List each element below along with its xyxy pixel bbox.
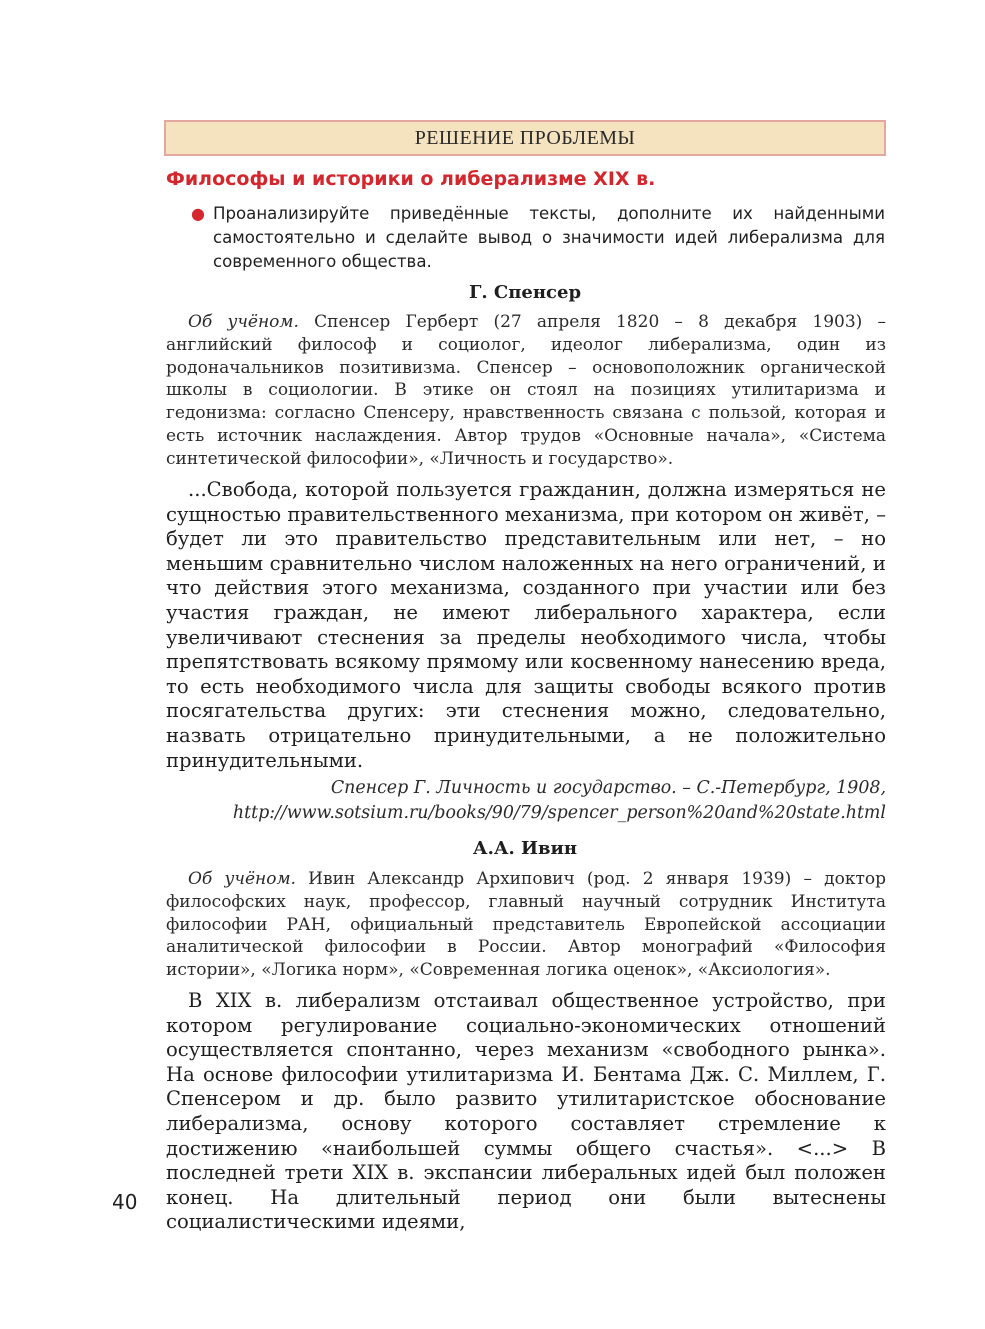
spencer-bio-text: Спенсер Герберт (27 апреля 1820 – 8 декабря 1903) – английский философ и социолог, идеолог либерализма, один из родоначальников позитивизма. Спенсер – основоположник органической школы в социологии. В этике он стоял на позициях утилитаризма и гедонизма: согласно Спенсеру, нравственность связана с пользой, которая и есть источник наслаждения. Автор трудов «Основные начала», «Система синтетической философии», «Личность и государство». [166, 312, 886, 469]
ivin-bio-label: Об учёном. [188, 869, 296, 889]
spencer-quote: ...Свобода, которой пользуется гражданин, должна измеряться не сущностью правительственного механизма, при котором он живёт, – будет ли это правительство представительным или нет, – но меньшим сравнительно числом наложенных на него ограничений, и что действия этого механизма, созданного при участии или без участия граждан, не имеют либерального характера, если увеличивают стеснения за пределы необходимого числа, чтобы препятствовать всякому прямому или косвенному нанесению вреда, то есть необходимого числа для защиты свободы всякого против посягательства других: эти стеснения можно, следовательно, назвать отрицательно принудительными, а не положительно принудительными. [166, 478, 886, 772]
bullet-icon: ● [191, 204, 205, 223]
spencer-bio [166, 311, 886, 471]
spencer-bio-label: Об учёном. [188, 312, 299, 332]
spencer-heading: Г. Спенсер [468, 282, 582, 303]
ivin-bio [166, 868, 886, 982]
task-text: Проанализируйте приведённые тексты, дополните их найденными самостоятельно и сделайте вывод о значимости идей либерализма для современного общества. [213, 204, 885, 271]
section-banner: РЕШЕНИЕ ПРОБЛЕМЫ [164, 120, 886, 156]
page-number: 40 [112, 1190, 138, 1214]
ivin-heading: А.А. Ивин [472, 838, 578, 859]
section-title: Философы и историки о либерализме XIX в. [166, 168, 656, 190]
task-instruction [191, 202, 885, 274]
ivin-quote: В XIX в. либерализм отстаивал общественное устройство, при котором регулирование социально-экономических отношений осуществляется спонтанно, через механизм «свободного рынка». На основе философии утилитаризма И. Бентама Дж. С. Миллем, Г. Спенсером и др. было развито утилитаристское обоснование либерализма, основу которого составляет стремление к достижению «наибольшей суммы общего счастья». <...> В последней трети XIX в. экспансии либеральных идей был положен конец. На длительный период они были вытеснены социалистическими идеями, [166, 989, 886, 1234]
spencer-source-url: http://www.sotsium.ru/books/90/79/spencer_person%20and%20state.html [232, 803, 886, 823]
ivin-bio-text: Ивин Александр Архипович (род. 2 января 1939) – доктор философских наук, профессор, главный научный сотрудник Института философии РАН, официальный представитель Европейской ассоциации аналитической философии в России. Автор монографий «Философия истории», «Логика норм», «Современная логика оценок», «Аксиология». [166, 869, 886, 981]
spencer-source-citation: Спенсер Г. Личность и государство. – С.-Петербург, 1908, [330, 778, 886, 798]
